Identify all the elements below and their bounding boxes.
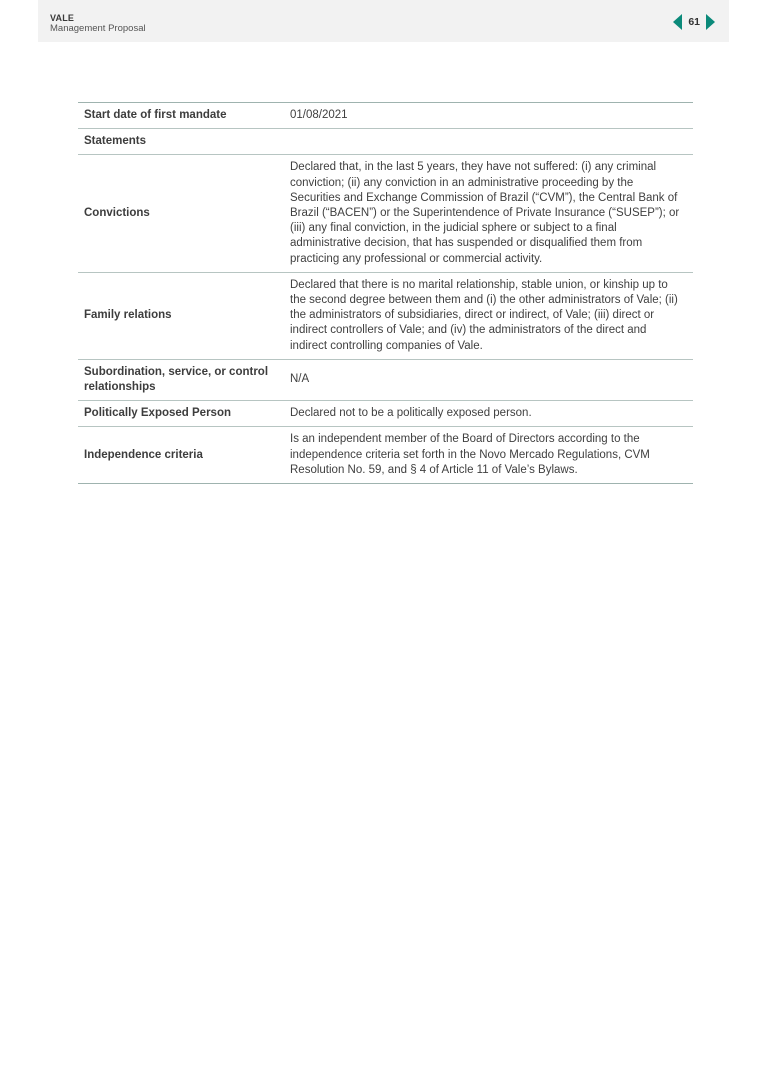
table-row [78,359,693,400]
table-row [78,401,693,427]
row-value [286,129,693,155]
next-page-icon[interactable] [706,14,715,30]
table-row [78,155,693,272]
page-navigation [673,14,715,30]
row-label: Family relations [78,272,286,359]
table-row [78,427,693,484]
document-subtitle: Management Proposal [50,23,146,34]
row-label: Subordination, service, or control relationships [78,359,286,400]
row-value: Is an independent member of the Board of Directors according to the independence criteria set forth in the Novo Mercado Regulations, CVM Resolution No. 59, and § 4 of Article 11 of Vale’s Bylaws. [286,427,693,484]
table-row [78,129,693,155]
row-label: Independence criteria [78,427,286,484]
row-label: Convictions [78,155,286,272]
table-row [78,103,693,129]
row-value: Declared not to be a politically exposed person. [286,401,693,427]
row-label: Politically Exposed Person [78,401,286,427]
row-value: N/A [286,359,693,400]
row-value: Declared that there is no marital relationship, stable union, or kinship up to the second degree between them and (i) the other administrators of Vale; (ii) the administrators of subsidiaries, direct or indirect, of Vale; (iii) direct or indirect controllers of Vale; and (iv) the administrators of the direct and indirect controlling companies of Vale. [286,272,693,359]
row-label: Statements [78,129,286,155]
director-info-table [78,102,693,484]
row-value: 01/08/2021 [286,103,693,129]
row-label: Start date of first mandate [78,103,286,129]
previous-page-icon[interactable] [673,14,682,30]
page-number: 61 [688,16,700,28]
row-value: Declared that, in the last 5 years, they have not suffered: (i) any criminal conviction; (ii) any conviction in an administrative proceeding by the Securities and Exchange Commission of Brazil (“CVM”), the Central Bank of Brazil (“BACEN”) or the Superintendence of Private Insurance (“SUSEP”); or (iii) any final conviction, in the judicial sphere or subject to a final administrative decision, that has suspended or disqualified them from practicing any professional or commercial activity. [286,155,693,272]
page-header [38,0,729,42]
brand-name: VALE [50,13,75,23]
table-row [78,272,693,359]
